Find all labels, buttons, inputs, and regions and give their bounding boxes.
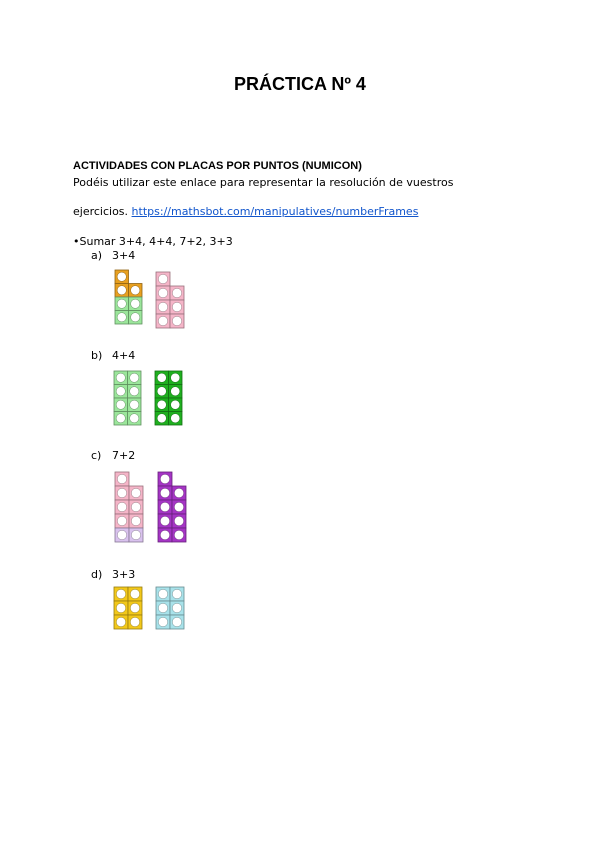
- plate-hole-7: [174, 516, 184, 526]
- numicon-plate-4: [115, 297, 142, 324]
- plate-hole-2: [117, 286, 126, 295]
- exercise-d: [91, 568, 135, 581]
- numicon-plate-2: [115, 528, 143, 542]
- plate-hole-1: [157, 373, 166, 382]
- plate-hole-4: [158, 302, 168, 312]
- plate-hole-6: [130, 400, 139, 409]
- exercise-b: [91, 349, 135, 362]
- plate-hole-1: [117, 272, 126, 281]
- plate-hole-2: [117, 488, 127, 498]
- exercise-d-label: d): [91, 568, 103, 581]
- plate-hole-3: [174, 488, 184, 498]
- section-heading: ACTIVIDADES CON PLACAS POR PUNTOS (NUMICON): [73, 160, 362, 172]
- plate-hole-2: [171, 373, 180, 382]
- plate-hole-4: [117, 502, 127, 512]
- plate-hole-1: [117, 474, 127, 484]
- plate-hole-3: [117, 313, 126, 322]
- plate-hole-7: [116, 414, 125, 423]
- plate-hole-1: [160, 474, 170, 484]
- numicon-plate-3: [115, 270, 142, 297]
- plate-hole-1: [158, 589, 168, 599]
- plate-hole-8: [130, 414, 139, 423]
- plate-hole-5: [157, 400, 166, 409]
- exercise-c: [91, 449, 135, 462]
- plate-hole-7: [131, 516, 141, 526]
- plate-hole-5: [116, 617, 126, 627]
- plate-hole-1: [116, 589, 126, 599]
- plate-hole-6: [158, 316, 168, 326]
- plate-hole-5: [158, 617, 168, 627]
- link-prefix: ejercicios.: [73, 205, 132, 218]
- plate-hole-7: [172, 316, 182, 326]
- plate-hole-8: [160, 530, 170, 540]
- plate-hole-9: [174, 530, 184, 540]
- link-line: [73, 205, 418, 218]
- plate-hole-1: [116, 373, 125, 382]
- plate-hole-6: [130, 617, 140, 627]
- plate-hole-5: [131, 502, 141, 512]
- plate-hole-3: [116, 603, 126, 613]
- plate-hole-8: [171, 414, 180, 423]
- exercise-b-label: b): [91, 349, 103, 362]
- plate-hole-6: [172, 617, 182, 627]
- exercise-a: [91, 249, 135, 262]
- plate-hole-4: [130, 387, 139, 396]
- plate-hole-4: [131, 313, 140, 322]
- plate-hole-2: [130, 589, 140, 599]
- exercise-a-label: a): [91, 249, 103, 262]
- plate-hole-2: [131, 299, 140, 308]
- plate-hole-3: [116, 387, 125, 396]
- plate-hole-2: [131, 530, 141, 540]
- plate-hole-4: [130, 603, 140, 613]
- exercise-c-expr: 7+2: [112, 449, 136, 462]
- plate-hole-6: [160, 516, 170, 526]
- numicon-plate-9: [158, 472, 186, 542]
- plate-hole-3: [172, 288, 182, 298]
- bullet-instruction: •Sumar 3+4, 4+4, 7+2, 3+3: [73, 235, 233, 248]
- plate-hole-1: [158, 274, 168, 284]
- numicon-figure-c: [110, 467, 195, 549]
- numicon-figure-d: [110, 583, 190, 635]
- plate-hole-1: [117, 530, 127, 540]
- plate-hole-5: [116, 400, 125, 409]
- plate-hole-2: [160, 488, 170, 498]
- plate-hole-3: [131, 286, 140, 295]
- plate-hole-1: [117, 299, 126, 308]
- exercise-a-expr: 3+4: [112, 249, 136, 262]
- mathsbot-link[interactable]: https://mathsbot.com/manipulatives/numberFrames: [131, 205, 419, 218]
- exercise-c-label: c): [91, 449, 102, 462]
- plate-hole-3: [131, 488, 141, 498]
- numicon-figure-a: [110, 265, 190, 335]
- numicon-plate-6: [156, 587, 184, 629]
- plate-hole-3: [157, 387, 166, 396]
- intro-text: Podéis utilizar este enlace para representar la resolución de vuestros: [73, 176, 454, 189]
- plate-hole-3: [158, 603, 168, 613]
- plate-hole-4: [160, 502, 170, 512]
- numicon-plate-7: [115, 472, 143, 528]
- plate-hole-2: [172, 589, 182, 599]
- exercise-b-expr: 4+4: [112, 349, 136, 362]
- page-title: PRÁCTICA Nº 4: [234, 74, 366, 94]
- exercise-d-expr: 3+3: [112, 568, 136, 581]
- numicon-figure-b: [110, 366, 190, 432]
- numicon-plate-8: [114, 371, 141, 425]
- plate-hole-4: [171, 387, 180, 396]
- plate-hole-7: [157, 414, 166, 423]
- plate-hole-5: [174, 502, 184, 512]
- plate-hole-6: [171, 400, 180, 409]
- numicon-plate-7: [156, 272, 184, 328]
- plate-hole-5: [172, 302, 182, 312]
- plate-hole-2: [158, 288, 168, 298]
- plate-hole-4: [172, 603, 182, 613]
- numicon-plate-6: [114, 587, 142, 629]
- plate-hole-2: [130, 373, 139, 382]
- plate-hole-6: [117, 516, 127, 526]
- numicon-plate-8: [155, 371, 182, 425]
